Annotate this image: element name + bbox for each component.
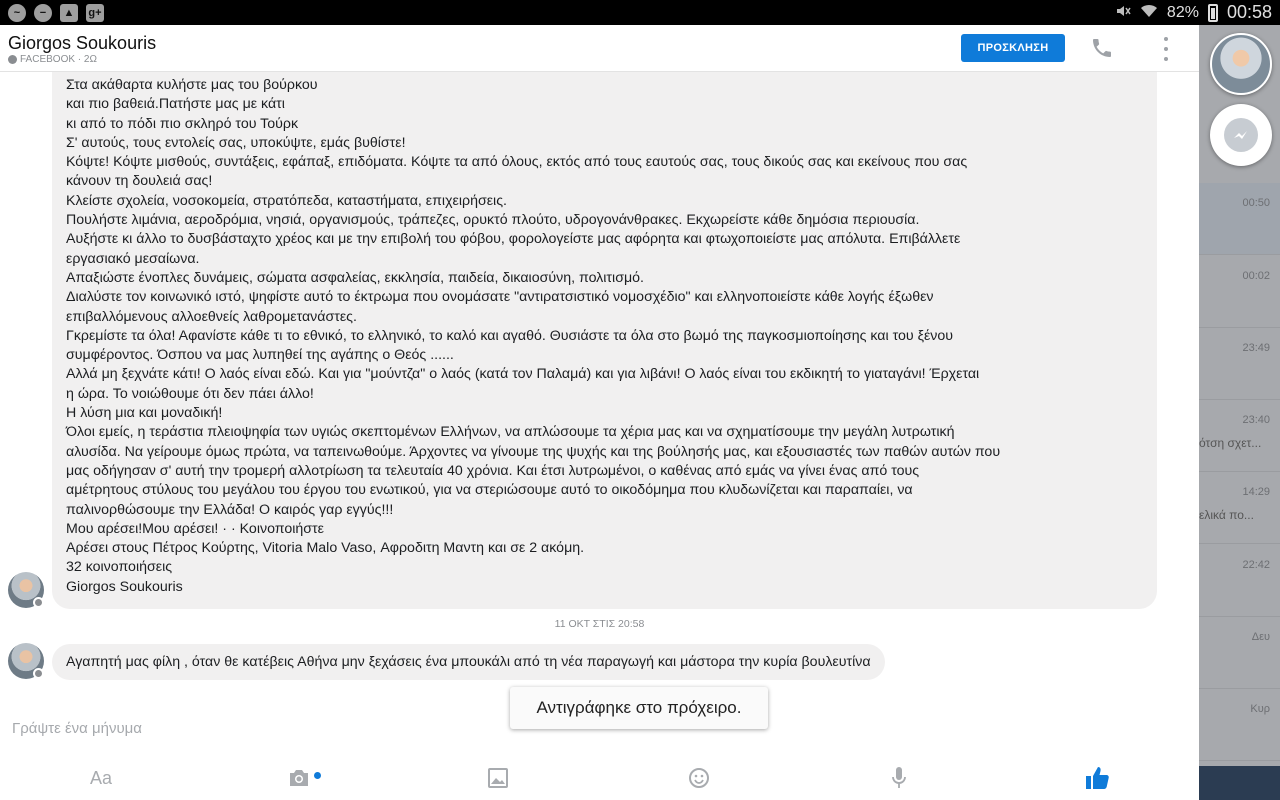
message-list bbox=[0, 72, 1199, 712]
message-line: Μου αρέσει!Μου αρέσει! · · Κοινοποιήστε bbox=[66, 520, 324, 537]
message-line: και πιο βαθειά.Πατήστε μας με κάτι bbox=[66, 96, 285, 113]
google-plus-icon: g+ bbox=[86, 4, 104, 22]
toast-copied: Αντιγράφηκε στο πρόχειρο. bbox=[510, 687, 768, 729]
invite-button[interactable]: ΠΡΟΣΚΛΗΣΗ bbox=[961, 34, 1065, 62]
camera-indicator-dot bbox=[314, 772, 321, 779]
list-item[interactable]: 23:49 bbox=[1199, 328, 1280, 400]
message-line: 32 κοινοποιήσεις bbox=[66, 559, 173, 576]
message-line: Πουλήστε λιμάνια, αεροδρόμια, νησιά, οργανισμούς, τράπεζες, ορυκτό πλούτο, υδρογονάνθρακες. Εκχωρείστε κάθε δημόσια περιουσία. bbox=[66, 212, 920, 229]
list-item[interactable]: 22:42 bbox=[1199, 545, 1280, 617]
message-text bbox=[66, 76, 1143, 597]
message-line: αλυσίδα. Να γείρουμε όμως πρώτα, να ταπεινωθούμε. Άρχοντες να γίνουμε της ψυχής και της βούλησής μας, και εξουσιαστές των παθών αυτών που bbox=[66, 443, 1001, 460]
message-line: κι από το πόδι πιο σκληρό του Τούρκ bbox=[66, 115, 299, 132]
phone-icon[interactable] bbox=[1090, 36, 1114, 60]
message-line: Αυξήστε κι άλλο το δυσβάσταχτο χρέος και με την επιβολή του φόβου, φορολογείστε μας αφόρητα και φτωχοποιείστε μας απόλυτα. Επιβάλλετε bbox=[66, 231, 961, 248]
message-line: συμφέροντος. Όσπου να μας λυπηθεί της αγάπης ο Θεός ...... bbox=[66, 347, 454, 364]
list-item[interactable]: Κυρ bbox=[1199, 689, 1280, 761]
list-item[interactable]: 14:29 ελικά πο... bbox=[1199, 472, 1280, 544]
list-item[interactable]: Δευ bbox=[1199, 617, 1280, 689]
chat-header bbox=[0, 25, 1199, 72]
message-line: Όλοι εμείς, η τεράστια πλειοψηφία των υγιώς σκεπτομένων Ελλήνων, να απλώσουμε τα χέρια μας και να σχηματίσουμε την μεγάλη λυτρωτική bbox=[66, 424, 955, 441]
image-icon: ▲ bbox=[60, 4, 78, 22]
message-line: Στα ακάθαρτα κυλήστε μας του βούρκου bbox=[66, 77, 318, 93]
message-line: η ώρα. Το νοιώθουμε ότι δεν πάει άλλο! bbox=[66, 385, 314, 402]
microphone-icon[interactable] bbox=[884, 763, 914, 793]
message-line: Γκρεμίστε τα όλα! Αφανίστε κάθε τι το εθνικό, το ελληνικό, το καλό και αγαθό. Θυσιάστε τα όλα στο βωμό της παγκοσμιοποίησης και του ξένου bbox=[66, 327, 954, 344]
message-bubble[interactable] bbox=[52, 72, 1157, 609]
message-bubble[interactable]: Αγαπητή μας φίλη , όταν θε κατέβεις Αθήνα μην ξεχάσεις ένα μπουκάλι από τη νέα παραγωγή και μάστορα την κυρία βουλευτίνα bbox=[52, 644, 885, 680]
messenger-badge-icon bbox=[33, 597, 44, 608]
message-line: Αλλά μη ξεχνάτε κάτι! Ο λαός είναι εδώ. Και για "μούντζα" ο λαός (κατά τον Παλαμά) και για λιβάνι! Ο λαός είναι του εκδικητή το γιαταγάνι! Έρχεται bbox=[66, 366, 980, 383]
message-line: επιβαλλόμενους αλλοεθνείς λαθρομετανάστες. bbox=[66, 308, 357, 325]
mute-icon bbox=[1115, 4, 1131, 21]
list-item[interactable]: 23:40 ότση σχετ... bbox=[1199, 400, 1280, 472]
message-line: Διαλύστε τον κοινωνικό ιστό, ψηφίστε αυτό το έκτρωμα που ονομάσατε "αντιρατσιστικό νομοσχέδιο" και ελληνοποιείστε κάθε λογής έξωθεν bbox=[66, 289, 934, 306]
status-bar bbox=[0, 0, 1280, 25]
message-line: αμέτρητους στύλους του μεγάλου του έργου του ενωτικού, για να στεριώσουμε αυτό το οικοδόμημα που κλυδωνίζεται και παραπαίει, να bbox=[66, 482, 913, 499]
facebook-icon bbox=[8, 55, 17, 64]
chat-head-avatar[interactable] bbox=[1210, 33, 1272, 95]
messenger-icon: ~ bbox=[8, 4, 26, 22]
message-line: Giorgos Soukouris bbox=[66, 578, 183, 595]
composer-toolbar bbox=[0, 755, 1199, 800]
message-line: Σ' αυτούς, τους εντολείς σας, υποκύψτε, εμάς βυθίστε! bbox=[66, 134, 406, 151]
notification-icons bbox=[8, 4, 104, 22]
chat-panel bbox=[0, 25, 1199, 800]
battery-icon bbox=[1208, 4, 1218, 22]
like-icon[interactable] bbox=[1083, 763, 1113, 793]
camera-icon[interactable] bbox=[284, 763, 314, 793]
gallery-icon[interactable] bbox=[483, 763, 513, 793]
background-bottom-bar bbox=[1199, 766, 1280, 800]
message-line: μας οδήγησαν σ' αυτή την τρομερή αλλοτρίωση τα τελευταία 40 χρόνια. Και έτσι λυτρωμένοι, ο καθένας από εμάς να γίνει ένας από τους bbox=[66, 462, 920, 479]
system-status bbox=[1115, 2, 1272, 23]
message-line: εργασιακό μεσαίωνα. bbox=[66, 250, 200, 267]
message-timestamp: 11 ΟΚΤ ΣΤΙΣ 20:58 bbox=[554, 618, 645, 630]
contact-source: FACEBOOK · 2Ω bbox=[8, 54, 97, 65]
more-options-icon[interactable] bbox=[1160, 37, 1172, 61]
message-line: Κλείστε σχολεία, νοσοκομεία, στρατόπεδα, καταστήματα, επιχειρήσεις. bbox=[66, 192, 507, 209]
list-item[interactable]: 00:50 bbox=[1199, 183, 1280, 255]
messenger-icon bbox=[1224, 118, 1258, 152]
message-line: Απαξιώστε ένοπλες δυνάμεις, σώματα ασφαλείας, εκκλησία, παιδεία, δικαιοσύνη, πολιτισμό. bbox=[66, 269, 644, 286]
battery-percentage: 82% bbox=[1166, 3, 1199, 21]
messenger-chat-head[interactable] bbox=[1210, 104, 1272, 166]
emoji-icon[interactable] bbox=[684, 763, 714, 793]
text-format-icon[interactable]: Aa bbox=[89, 767, 113, 788]
message-line: Η λύση μια και μοναδική! bbox=[66, 405, 223, 422]
wifi-icon bbox=[1140, 4, 1158, 21]
list-item[interactable]: 00:02 bbox=[1199, 256, 1280, 328]
clock: 00:58 bbox=[1226, 2, 1272, 22]
message-line: κάνουν τη δουλειά σας! bbox=[66, 173, 213, 190]
message-input[interactable]: Γράψτε ένα μήνυμα bbox=[12, 720, 142, 737]
message-line: Αρέσει στους Πέτρος Κούρτης, Vitoria Malo Vaso, Αφροδιτη Μαντη και σε 2 ακόμη. bbox=[66, 540, 585, 557]
message-line: παλινορθώσουμε την Ελλάδα! Ο καιρός γαρ εγγύς!!! bbox=[66, 501, 394, 518]
message-line: Κόψτε! Κόψτε μισθούς, συντάξεις, εφάπαξ, επιδόματα. Κόψτε τα από όλους, εκτός από τους εαυτούς σας, τους δικούς σας και εκείνους που σας bbox=[66, 154, 968, 171]
messenger-badge-icon bbox=[33, 668, 44, 679]
contact-name[interactable]: Giorgos Soukouris bbox=[8, 33, 157, 53]
minus-circle-icon: − bbox=[34, 4, 52, 22]
